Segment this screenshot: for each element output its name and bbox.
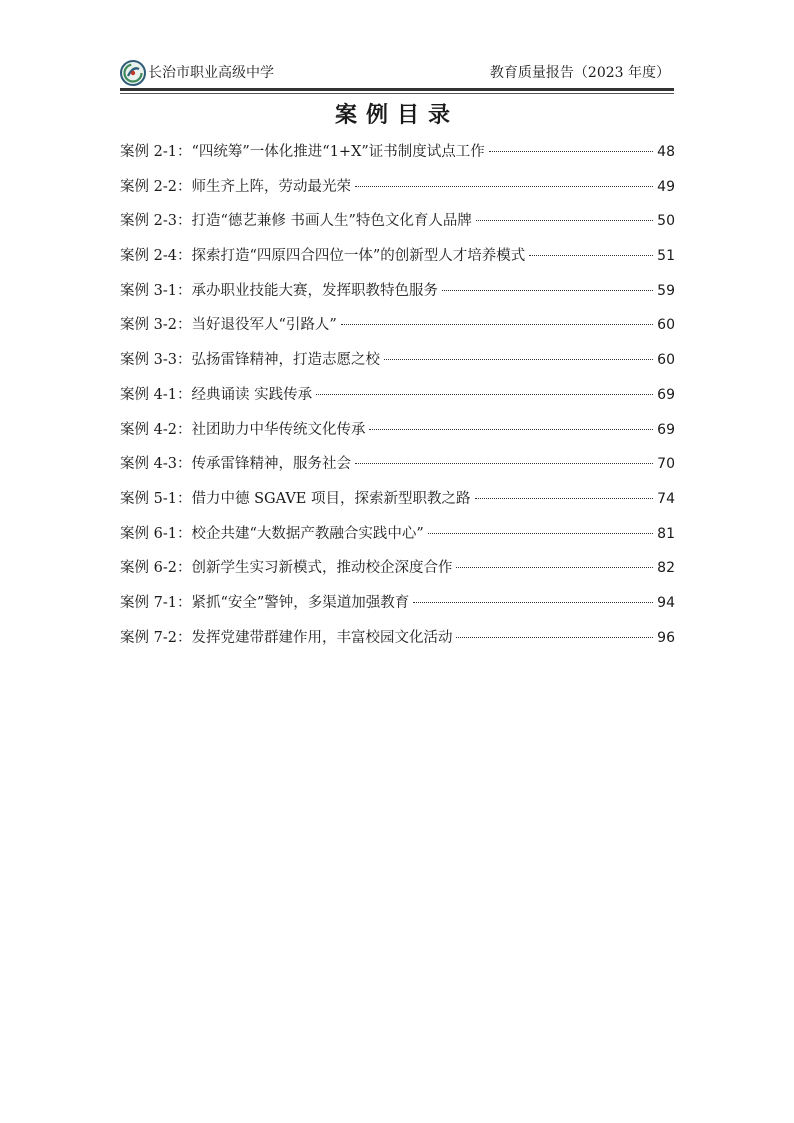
toc-page-number: 69 (657, 421, 675, 438)
toc-entry[interactable] (120, 383, 675, 418)
header-rule-thin (120, 93, 674, 94)
toc-entry-title: 案例 3-1：承办职业技能大赛，发挥职教特色服务 (120, 282, 438, 299)
toc-dot-leader (428, 533, 653, 534)
toc-dot-leader (529, 255, 653, 256)
toc-entry-title: 案例 3-3：弘扬雷锋精神，打造志愿之校 (120, 352, 380, 369)
toc-page-number: 48 (657, 144, 675, 160)
toc-entry[interactable] (120, 556, 675, 591)
toc-entry-title: 案例 6-2：创新学生实习新模式，推动校企深度合作 (120, 560, 453, 577)
toc-dot-leader (476, 220, 653, 221)
toc-page-number: 69 (657, 386, 675, 403)
toc-page-number: 51 (657, 248, 675, 265)
toc-entry[interactable] (120, 418, 675, 453)
toc-entry[interactable] (120, 140, 675, 175)
toc-dot-leader (316, 394, 653, 395)
toc-entry-title: 案例 2-4：探索打造“四原四合四位一体”的创新型人才培养模式 (120, 248, 526, 265)
toc-entry[interactable] (120, 313, 675, 348)
toc-entry-title: 案例 4-3：传承雷锋精神，服务社会 (120, 456, 351, 473)
toc-dot-leader (369, 429, 653, 430)
toc-entry-title: 案例 2-3：打造“德艺兼修 书画人生”特色文化育人品牌 (120, 213, 472, 230)
toc-page-number: 74 (657, 490, 675, 507)
toc-dot-leader (489, 151, 653, 152)
toc-dot-leader (475, 498, 654, 499)
toc-page-number: 82 (657, 560, 675, 577)
toc-entry[interactable] (120, 244, 675, 279)
toc-page-number: 70 (657, 456, 675, 473)
toc-entry-title: 案例 5-1：借力中德 SGAVE 项目，探索新型职教之路 (120, 490, 471, 507)
toc-entry-title: 案例 2-2：师生齐上阵，劳动最光荣 (120, 178, 351, 195)
toc-dot-leader (456, 567, 653, 568)
toc-list (120, 140, 675, 660)
header-rule-thick (120, 88, 674, 91)
toc-dot-leader (413, 602, 653, 603)
toc-entry[interactable] (120, 487, 675, 522)
toc-dot-leader (384, 359, 653, 360)
toc-entry[interactable] (120, 279, 675, 314)
toc-page-number: 60 (657, 352, 675, 369)
toc-dot-leader (341, 324, 653, 325)
toc-dot-leader (355, 463, 653, 464)
toc-entry[interactable] (120, 209, 675, 244)
toc-entry-title: 案例 4-2：社团助力中华传统文化传承 (120, 421, 366, 438)
school-logo-icon (120, 60, 146, 86)
toc-page-number: 96 (657, 629, 675, 646)
toc-entry-title: 案例 7-1：紧抓“安全”警钟，多渠道加强教育 (120, 594, 410, 611)
toc-entry-title: 案例 6-1：校企共建“大数据产教融合实践中心” (120, 525, 424, 542)
report-title: 教育质量报告（2023 年度） (489, 65, 670, 81)
toc-entry[interactable] (120, 452, 675, 487)
toc-entry[interactable] (120, 348, 675, 383)
toc-entry[interactable] (120, 591, 675, 626)
toc-page-number: 50 (657, 213, 675, 230)
toc-page-number: 94 (657, 594, 675, 611)
toc-entry-title: 案例 7-2：发挥党建带群建作用，丰富校园文化活动 (120, 629, 453, 646)
school-name: 长治市职业高级中学 (148, 65, 274, 81)
toc-dot-leader (442, 290, 653, 291)
page-title: 案例目录 (334, 103, 459, 128)
toc-entry-title: 案例 3-2：当好退役军人“引路人” (120, 317, 337, 334)
toc-page-number: 60 (657, 317, 675, 334)
toc-entry[interactable] (120, 522, 675, 557)
toc-page-number: 49 (657, 178, 675, 195)
toc-page-number: 81 (657, 525, 675, 542)
toc-page-number: 59 (657, 282, 675, 299)
toc-entry[interactable] (120, 175, 675, 210)
toc-dot-leader (456, 637, 653, 638)
page-header (120, 58, 674, 88)
toc-dot-leader (355, 186, 653, 187)
toc-entry-title: 案例 4-1：经典诵读 实践传承 (120, 386, 313, 403)
toc-entry[interactable] (120, 626, 675, 661)
toc-entry-title: 案例 2-1：“四统筹”一体化推进“1+X”证书制度试点工作 (120, 144, 485, 160)
